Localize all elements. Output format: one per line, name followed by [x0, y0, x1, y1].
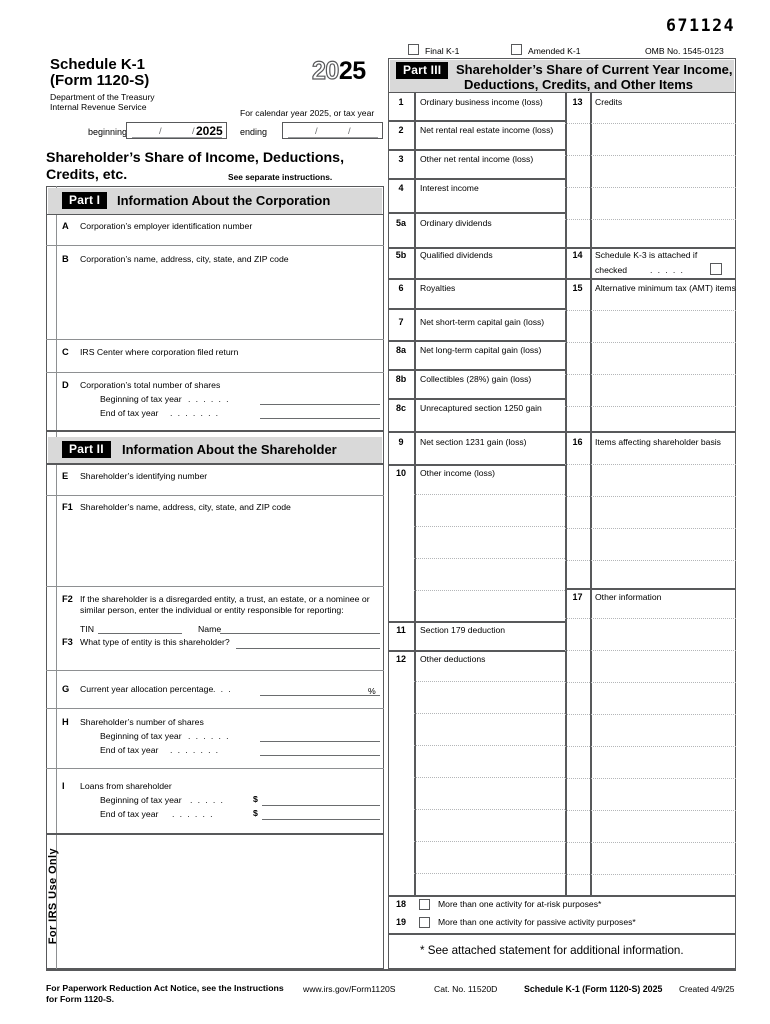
row-i-begin-input[interactable] — [262, 805, 380, 806]
catalog-number: Cat. No. 11520D — [434, 984, 498, 994]
ending-date-rule — [288, 137, 378, 138]
part3-heading-line2: Deductions, Credits, and Other Items — [464, 77, 693, 92]
item-12-number: 12 — [395, 654, 406, 664]
item-4-bottom-rule — [388, 212, 565, 214]
item-10-label: Other income (loss) — [420, 468, 495, 478]
row-h-label: Shareholder’s number of shares — [80, 717, 204, 727]
row-i-begin-leader: ..... — [190, 795, 229, 805]
item-17-sub-rule-4 — [565, 714, 736, 715]
item-16-sub-rule-2 — [565, 496, 736, 497]
part3-col-mid-rule — [565, 92, 567, 895]
part1-heading: Information About the Corporation — [117, 193, 331, 208]
item-16-number: 16 — [572, 437, 583, 447]
row-i-begin-label: Beginning of tax year — [100, 795, 182, 805]
form-title-line2: (Form 1120-S) — [50, 72, 150, 89]
for-irs-use-only-label: For IRS Use Only — [47, 848, 59, 945]
item-3-bottom-rule — [388, 178, 565, 180]
row-d-begin-input[interactable] — [260, 404, 380, 405]
tax-year-suffix: 25 — [338, 57, 366, 85]
item-11-number: 11 — [396, 625, 406, 635]
item-5a-bottom-rule — [388, 247, 565, 249]
item-19-checkbox[interactable] — [419, 917, 430, 928]
item-17-label: Other information — [595, 592, 662, 602]
item-13-bottom-rule — [565, 247, 736, 249]
item-2-bottom-rule — [388, 149, 565, 151]
row-f2-tin-input[interactable] — [98, 633, 182, 634]
item-4-label: Interest income — [420, 183, 479, 193]
bottom-checks-bottom-rule — [388, 933, 736, 935]
item-10-number: 10 — [395, 468, 406, 478]
item-9-label: Net section 1231 gain (loss) — [420, 437, 527, 447]
item-14-leader: ..... — [650, 265, 689, 275]
item-17-sub-rule-3 — [565, 682, 736, 683]
item-8a-label: Net long-term capital gain (loss) — [420, 345, 542, 355]
main-heading-line2: Credits, etc. — [46, 167, 128, 183]
row-f2-text-line1: If the shareholder is a disregarded entity, a trust, an estate, or a nominee or — [80, 594, 370, 604]
item-14-label-line2: checked — [595, 265, 628, 275]
item-12-sub-rule-4 — [414, 777, 565, 778]
row-h-begin-label: Beginning of tax year — [100, 731, 182, 741]
ending-label: ending — [240, 127, 268, 137]
row-i-begin-dollar: $ — [253, 794, 258, 804]
row-i-end-input[interactable] — [262, 819, 380, 820]
item-17-sub-rule-1 — [565, 618, 736, 619]
part3-tag: Part III — [396, 62, 448, 79]
row-c-bottom-rule — [46, 372, 384, 373]
row-i-label: Loans from shareholder — [80, 781, 172, 791]
ocr-scanline-number: 671124 — [666, 16, 736, 35]
item-13-sub-rule-2 — [565, 155, 736, 156]
item-10-bottom-rule — [388, 621, 565, 623]
item-12-sub-rule-5 — [414, 809, 565, 810]
item-8c-label: Unrecaptured section 1250 gain — [420, 403, 542, 413]
row-f2-name-input[interactable] — [220, 633, 380, 634]
item-8c-number: 8c — [395, 403, 406, 413]
item-5b-label: Qualified dividends — [420, 250, 493, 260]
row-h-end-input[interactable] — [260, 755, 380, 756]
part1-tag: Part I — [62, 192, 107, 209]
item-16-bottom-rule — [565, 588, 736, 590]
item-10-sub-rule-4 — [414, 590, 565, 591]
item-12-label: Other deductions — [420, 654, 486, 664]
item-18-label: More than one activity for at-risk purposes* — [438, 899, 602, 909]
item-13-sub-rule-1 — [565, 123, 736, 124]
item-13-label: Credits — [595, 97, 623, 107]
row-h-letter: H — [62, 717, 69, 727]
row-g-percent: % — [368, 686, 376, 696]
calendar-year-text: For calendar year 2025, or tax year — [240, 108, 375, 118]
paperwork-line-1: For Paperwork Reduction Act Notice, see the Instructions — [46, 983, 284, 993]
form-title — [50, 58, 149, 88]
item-10-sub-rule-1 — [414, 494, 565, 495]
part3-heading-line1: Shareholder’s Share of Current Year Income, — [456, 62, 733, 77]
row-b-label: Corporation’s name, address, city, state, and ZIP code — [80, 254, 289, 264]
item-2-number: 2 — [398, 125, 404, 135]
row-e-label: Shareholder’s identifying number — [80, 471, 208, 481]
amended-k1-checkbox[interactable] — [511, 44, 522, 55]
row-c-label: IRS Center where corporation filed return — [80, 347, 239, 357]
item-13-number: 13 — [572, 97, 583, 107]
item-15-sub-rule-2 — [565, 342, 736, 343]
part3-col3-rule — [590, 92, 592, 895]
item-18-number: 18 — [395, 899, 406, 909]
item-3-number: 3 — [398, 154, 404, 164]
row-f1-label: Shareholder’s name, address, city, state, and ZIP code — [80, 502, 291, 512]
item-2-label: Net rental real estate income (loss) — [420, 125, 554, 135]
row-f1-bottom-rule — [46, 586, 384, 587]
item-1-bottom-rule — [388, 120, 565, 122]
item-17-number: 17 — [572, 592, 583, 602]
item-1-number: 1 — [398, 97, 404, 107]
row-h-begin-leader: ...... — [188, 731, 234, 741]
row-e-bottom-rule — [46, 495, 384, 496]
item-10-sub-rule-2 — [414, 526, 565, 527]
row-g-leader: ... — [213, 684, 236, 694]
row-g-letter: G — [62, 684, 70, 694]
item-7-bottom-rule — [388, 340, 565, 342]
part2-tag: Part II — [62, 441, 111, 458]
row-f3-bottom-rule — [46, 670, 384, 671]
item-17-sub-rule-8 — [565, 842, 736, 843]
row-i-end-label: End of tax year — [100, 809, 159, 819]
row-g-input[interactable] — [260, 695, 380, 696]
item-8b-bottom-rule — [388, 398, 565, 400]
row-d-end-input[interactable] — [260, 418, 380, 419]
paperwork-reduction-notice — [46, 983, 296, 1004]
item-17-sub-rule-2 — [565, 650, 736, 651]
row-a-label: Corporation’s employer identification number — [80, 221, 253, 231]
item-5a-number: 5a — [395, 218, 406, 228]
row-d-end-leader: ....... — [170, 408, 224, 418]
item-9-bottom-rule — [388, 464, 565, 466]
main-heading-line1: Shareholder’s Share of Income, Deductions, — [46, 150, 345, 166]
row-f2-tin-label: TIN — [80, 624, 94, 634]
item-5b-number: 5b — [395, 250, 407, 260]
row-h-end-label: End of tax year — [100, 745, 159, 755]
schedule-k3-attached-checkbox[interactable] — [710, 263, 722, 275]
form-title-line1: Schedule K-1 — [50, 56, 146, 73]
item-8a-bottom-rule — [388, 369, 565, 371]
row-d-begin-label: Beginning of tax year — [100, 394, 182, 404]
item-12-sub-rule-7 — [414, 873, 565, 874]
department-line-2: Internal Revenue Service — [50, 102, 147, 112]
tax-year — [312, 57, 366, 86]
paperwork-line-2: for Form 1120-S. — [46, 993, 115, 1004]
item-17-sub-rule-9 — [565, 874, 736, 875]
item-3-label: Other net rental income (loss) — [420, 154, 534, 164]
omb-number: OMB No. 1545-0123 — [645, 46, 724, 56]
ending-slash-1: / — [315, 126, 318, 137]
amended-k1-label: Amended K-1 — [528, 46, 581, 56]
item-6-label: Royalties — [420, 283, 456, 293]
item-16-sub-rule-4 — [565, 560, 736, 561]
row-a-bottom-rule — [46, 245, 384, 246]
row-f1-letter: F1 — [62, 502, 73, 512]
beginning-date-rule — [132, 137, 222, 138]
row-i-bottom-rule — [46, 833, 384, 835]
bottom-checks-top-rule — [388, 895, 736, 897]
item-7-number: 7 — [398, 317, 404, 327]
beginning-label: beginning — [88, 127, 128, 137]
item-17-sub-rule-7 — [565, 810, 736, 811]
footer-created-date: Created 4/9/25 — [679, 984, 735, 994]
part3-frame — [388, 58, 736, 969]
item-6-number: 6 — [398, 283, 404, 293]
item-8c-bottom-rule — [388, 431, 565, 433]
item-14-label-line1: Schedule K-3 is attached if — [595, 250, 698, 260]
item-12-sub-rule-3 — [414, 745, 565, 746]
item-14-bottom-rule — [565, 278, 736, 280]
left-panel-frame — [46, 186, 384, 969]
item-6-bottom-rule — [388, 308, 565, 310]
item-15-sub-rule-4 — [565, 406, 736, 407]
row-d-bottom-rule — [46, 430, 384, 432]
item-8b-label: Collectibles (28%) gain (loss) — [420, 374, 532, 384]
department-line-1: Department of the Treasury — [50, 92, 155, 102]
item-11-label: Section 179 deduction — [420, 625, 506, 635]
row-f2-name-label: Name — [198, 624, 222, 634]
row-f3-letter: F3 — [62, 637, 73, 647]
footer-top-rule — [46, 969, 736, 971]
row-f2-text-line2: similar person, enter the individual or entity responsible for reporting: — [80, 605, 344, 615]
item-17-sub-rule-5 — [565, 746, 736, 747]
footer-schedule-name: Schedule K-1 (Form 1120-S) 2025 — [524, 984, 663, 994]
part2-banner-bottom-rule — [46, 463, 384, 465]
item-15-sub-rule-3 — [565, 374, 736, 375]
item-8b-number: 8b — [395, 374, 407, 384]
item-15-label: Alternative minimum tax (AMT) items — [595, 283, 736, 293]
see-separate-instructions: See separate instructions. — [228, 172, 333, 182]
item-18-checkbox[interactable] — [419, 899, 430, 910]
item-13-sub-rule-4 — [565, 219, 736, 220]
row-g-bottom-rule — [46, 708, 384, 709]
row-i-end-leader: ...... — [172, 809, 218, 819]
item-9-number: 9 — [398, 437, 404, 447]
row-i-letter: I — [62, 781, 65, 791]
item-7-label: Net short-term capital gain (loss) — [420, 317, 545, 327]
item-5a-label: Ordinary dividends — [420, 218, 492, 228]
row-d-end-label: End of tax year — [100, 408, 159, 418]
item-14-number: 14 — [572, 250, 583, 260]
item-16-label: Items affecting shareholder basis — [595, 437, 721, 447]
beginning-slash-1: / — [159, 126, 162, 137]
item-13-sub-rule-3 — [565, 187, 736, 188]
row-i-end-dollar: $ — [253, 808, 258, 818]
item-15-sub-rule-1 — [565, 310, 736, 311]
item-15-number: 15 — [572, 283, 583, 293]
row-f3-input[interactable] — [236, 648, 380, 649]
part2-heading: Information About the Shareholder — [122, 442, 337, 457]
final-k1-checkbox[interactable] — [408, 44, 419, 55]
ending-slash-2: / — [348, 126, 351, 137]
row-h-begin-input[interactable] — [260, 741, 380, 742]
item-19-number: 19 — [395, 917, 406, 927]
item-4-number: 4 — [398, 183, 404, 193]
item-1-label: Ordinary business income (loss) — [420, 97, 543, 107]
irs-url[interactable]: www.irs.gov/Form1120S — [303, 984, 396, 994]
item-12-sub-rule-2 — [414, 713, 565, 714]
item-16-sub-rule-3 — [565, 528, 736, 529]
row-d-letter: D — [62, 380, 69, 390]
row-d-label: Corporation’s total number of shares — [80, 380, 221, 390]
final-k1-label: Final K-1 — [425, 46, 460, 56]
part3-banner-bottom-rule — [388, 92, 736, 94]
item-12-sub-rule-1 — [414, 681, 565, 682]
item-10-sub-rule-3 — [414, 558, 565, 559]
item-8a-number: 8a — [395, 345, 406, 355]
row-a-letter: A — [62, 221, 69, 231]
beginning-year-value: 2025 — [196, 124, 223, 138]
item-5b-bottom-rule — [388, 278, 565, 280]
tax-year-prefix: 20 — [312, 57, 339, 85]
row-d-begin-leader: ...... — [188, 394, 234, 404]
item-12-sub-rule-6 — [414, 841, 565, 842]
row-b-letter: B — [62, 254, 69, 264]
item-11-bottom-rule — [388, 650, 565, 652]
beginning-slash-2: / — [192, 126, 195, 137]
row-f2-letter: F2 — [62, 594, 73, 604]
row-c-letter: C — [62, 347, 69, 357]
row-e-letter: E — [62, 471, 69, 481]
row-f3-label: What type of entity is this shareholder? — [80, 637, 230, 647]
row-g-label: Current year allocation percentage — [80, 684, 214, 694]
row-h-bottom-rule — [46, 768, 384, 769]
item-15-bottom-rule — [565, 431, 736, 433]
row-h-end-leader: ....... — [170, 745, 224, 755]
part1-banner-bottom-rule — [46, 214, 384, 216]
row-b-bottom-rule — [46, 339, 384, 340]
item-16-sub-rule-1 — [565, 464, 736, 465]
attached-statement-note: * See attached statement for additional information. — [420, 944, 684, 957]
item-17-sub-rule-6 — [565, 778, 736, 779]
item-19-label: More than one activity for passive activity purposes* — [438, 917, 636, 927]
